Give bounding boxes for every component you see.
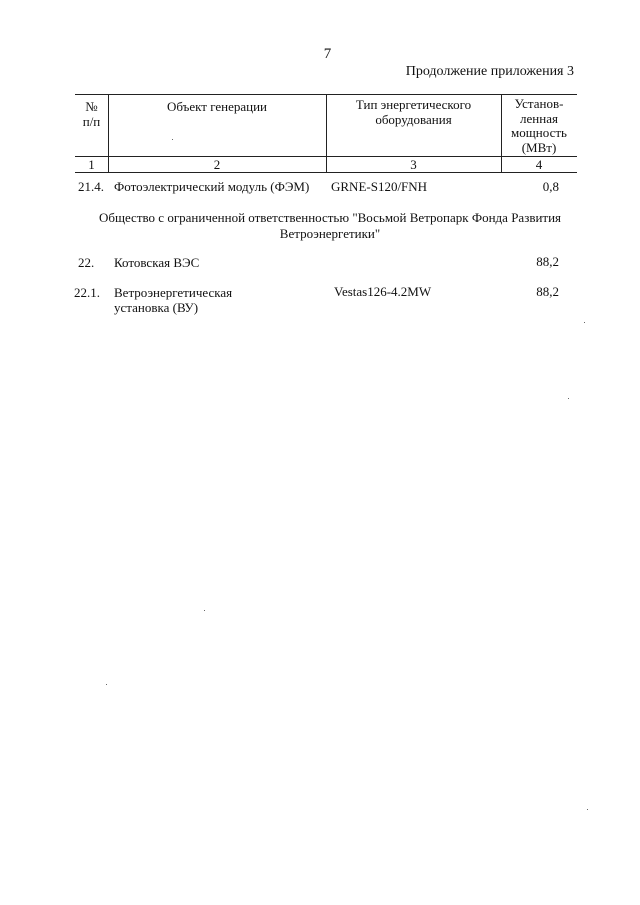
row-object: Котовская ВЭС bbox=[114, 255, 200, 270]
organization-title bbox=[60, 210, 600, 242]
header-type-line-2: оборудования bbox=[375, 112, 452, 127]
row-power: 88,2 bbox=[536, 284, 559, 299]
row-object-line-2: установка (ВУ) bbox=[114, 300, 199, 315]
page-number: 7 bbox=[323, 46, 332, 62]
header-power bbox=[501, 97, 577, 155]
organization-title-line-1: Общество с ограниченной ответственностью "Восьмой Ветропарк Фонда Развития bbox=[98, 210, 562, 225]
row-number: 22. bbox=[78, 255, 95, 270]
scan-speck bbox=[568, 398, 569, 399]
continuation-label: Продолжение приложения 3 bbox=[405, 64, 574, 79]
row-equipment-type: GRNE-S120/FNH bbox=[331, 179, 428, 194]
scan-speck bbox=[172, 139, 173, 140]
scan-speck bbox=[584, 322, 585, 323]
row-number: 22.1. bbox=[74, 285, 100, 300]
header-type bbox=[326, 97, 501, 127]
row-object: Фотоэлектрический модуль (ФЭМ) bbox=[114, 179, 310, 194]
organization-title-line-2: Ветроэнергетики" bbox=[279, 226, 381, 241]
row-equipment-type: Vestas126-4.2MW bbox=[334, 284, 432, 299]
header-power-line-1: Установ- bbox=[514, 96, 564, 111]
header-power-line-4: (МВт) bbox=[521, 139, 557, 155]
header-power-line-2: ленная bbox=[520, 110, 558, 126]
scan-speck bbox=[106, 684, 107, 685]
header-num-line-1: № bbox=[85, 99, 98, 114]
row-power: 88,2 bbox=[536, 254, 559, 269]
header-power-line-3: мощность bbox=[511, 125, 567, 140]
column-number-4: 4 bbox=[535, 157, 543, 172]
scan-speck bbox=[587, 809, 588, 810]
header-object: Объект генерации bbox=[166, 99, 268, 114]
header-type-line-1: Тип энергетического bbox=[355, 97, 472, 112]
row-object bbox=[114, 285, 232, 315]
header-num bbox=[75, 99, 108, 129]
row-object-line-1: Ветроэнергетическая bbox=[114, 285, 233, 300]
column-number-3: 3 bbox=[410, 157, 417, 172]
row-power: 0,8 bbox=[542, 179, 559, 194]
scan-speck bbox=[204, 610, 205, 611]
row-number: 21.4. bbox=[78, 179, 104, 194]
header-num-line-2: п/п bbox=[82, 114, 101, 129]
column-number-2: 2 bbox=[213, 157, 221, 172]
column-number-1: 1 bbox=[88, 157, 95, 172]
